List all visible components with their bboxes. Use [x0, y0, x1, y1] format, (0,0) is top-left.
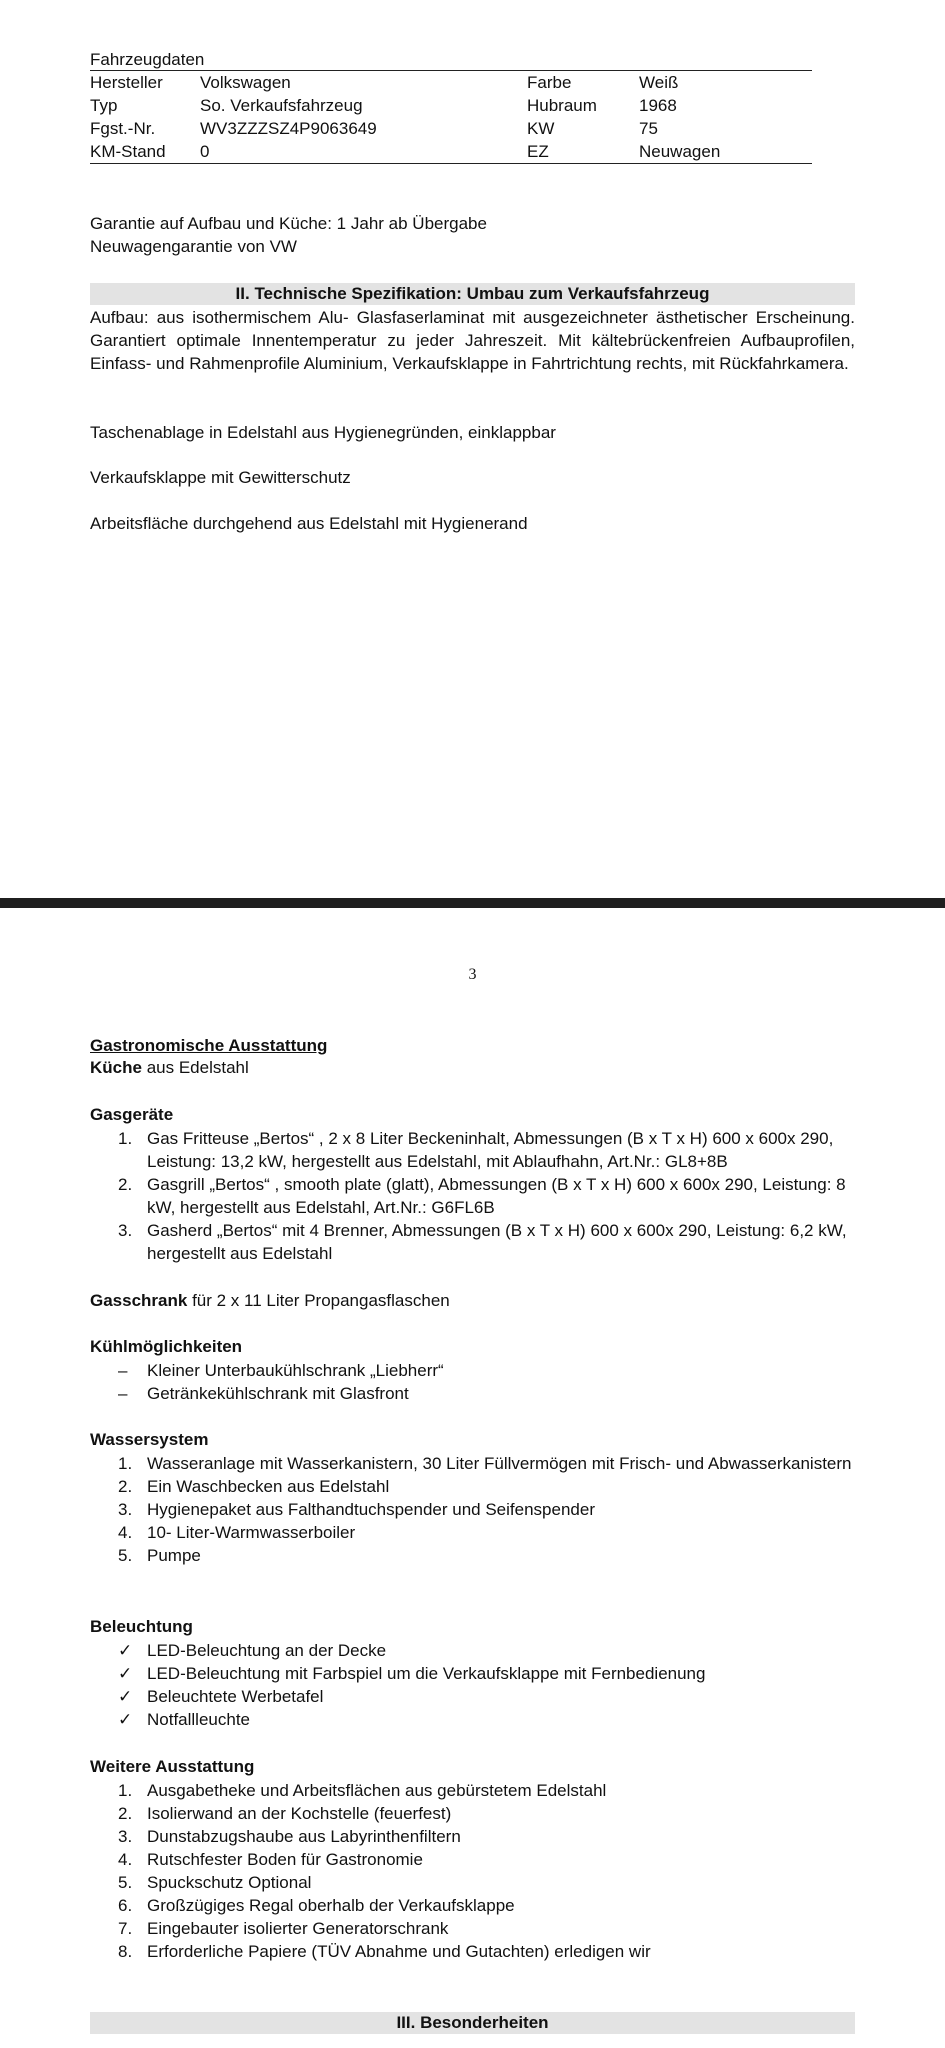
lighting-heading: Beleuchtung	[90, 1617, 193, 1636]
section-2-body: Aufbau: aus isothermischem Alu- Glasfaserlaminat mit ausgezeichneter ästhetischer Erscheinung. Garantiert optimale Innentemperatur zu jeder Jahreszeit. Mit kältebrückenfreien Aufbauprofilen, Einfass- und Rahmenprofile Aluminium, Verkaufsklappe in Fahrtrichtung rechts, mit Rückfahrkamera.	[90, 308, 855, 373]
more-equipment-heading: Weitere Ausstattung	[90, 1757, 255, 1776]
warranty-line-1: Garantie auf Aufbau und Küche: 1 Jahr ab Übergabe	[90, 214, 487, 233]
table-cell: So. Verkaufsfahrzeug	[200, 96, 363, 115]
table-cell: Neuwagen	[639, 140, 812, 164]
table-cell: Hersteller	[90, 71, 200, 95]
list-item: ✓ LED-Beleuchtung an der Decke	[118, 1641, 387, 1660]
table-cell: KW	[527, 119, 555, 138]
kitchen-label: Küche	[90, 1058, 142, 1077]
table-cell: Volkswagen	[200, 71, 527, 95]
section-2-heading: II. Technische Spezifikation: Umbau zum Verkaufsfahrzeug	[90, 283, 855, 305]
vehicle-data-title: Fahrzeugdaten	[90, 50, 205, 69]
table-cell: WV3ZZZSZ4P9063649	[200, 119, 377, 138]
lighting-list	[90, 1639, 855, 1731]
list-item: 5. Pumpe	[118, 1546, 201, 1565]
list-item: 2. Ein Waschbecken aus Edelstahl	[118, 1477, 390, 1496]
cooling-list	[90, 1359, 855, 1405]
list-item: – Kleiner Unterbaukühlschrank „Liebherr“	[118, 1361, 444, 1380]
checkmark-icon: ✓	[118, 1664, 133, 1683]
list-item: 3. Dunstabzugshaube aus Labyrinthenfiltern	[118, 1827, 461, 1846]
table-cell: Fgst.-Nr.	[90, 119, 156, 138]
table-cell: Farbe	[527, 71, 639, 95]
document-page-1	[0, 0, 945, 898]
gas-cabinet-label: Gasschrank	[90, 1291, 188, 1310]
paragraph-worktop: Arbeitsfläche durchgehend aus Edelstahl mit Hygienerand	[90, 514, 528, 533]
list-item: 7. Eingebauter isolierter Generatorschrank	[118, 1919, 449, 1938]
list-item: 6. Großzügiges Regal oberhalb der Verkaufsklappe	[118, 1896, 515, 1915]
gas-devices-list	[90, 1127, 855, 1265]
warranty-line-2: Neuwagengarantie von VW	[90, 237, 297, 256]
gas-cabinet-text: für 2 x 11 Liter Propangasflaschen	[187, 1291, 450, 1310]
table-cell: Typ	[90, 96, 118, 115]
table-cell: 1968	[639, 96, 677, 115]
list-item: 3. Hygienepaket aus Falthandtuchspender und Seifenspender	[118, 1500, 595, 1519]
vehicle-data-table	[90, 70, 812, 164]
list-item: ✓ LED-Beleuchtung mit Farbspiel um die Verkaufsklappe mit Fernbedienung	[118, 1664, 706, 1683]
dash-bullet-icon: –	[118, 1361, 128, 1380]
table-row	[90, 94, 812, 117]
water-system-heading: Wassersystem	[90, 1430, 209, 1449]
checkmark-icon: ✓	[118, 1710, 133, 1729]
table-cell: Hubraum	[527, 96, 597, 115]
table-cell: EZ	[527, 140, 639, 164]
page-divider	[0, 898, 945, 908]
kitchen-line	[90, 1057, 249, 1079]
checkmark-icon: ✓	[118, 1687, 133, 1706]
list-item: 4. 10- Liter-Warmwasserboiler	[118, 1523, 356, 1542]
gas-cabinet-line	[90, 1290, 450, 1312]
gastro-title: Gastronomische Ausstattung	[90, 1036, 328, 1055]
table-row	[90, 140, 812, 164]
dash-bullet-icon: –	[118, 1384, 128, 1403]
list-item: 1. Ausgabetheke und Arbeitsflächen aus gebürstetem Edelstahl	[118, 1781, 607, 1800]
list-item: 8. Erforderliche Papiere (TÜV Abnahme und Gutachten) erledigen wir	[118, 1942, 651, 1961]
kitchen-text: aus Edelstahl	[141, 1058, 249, 1077]
table-cell: 0	[200, 140, 527, 164]
paragraph-pocket-shelf: Taschenablage in Edelstahl aus Hygienegründen, einklappbar	[90, 423, 556, 442]
table-cell: KM-Stand	[90, 140, 200, 164]
list-item: ✓ Notfallleuchte	[118, 1710, 251, 1729]
list-item: 2. Isolierwand an der Kochstelle (feuerfest)	[118, 1804, 452, 1823]
page-number: 3	[468, 966, 477, 983]
water-system-list	[90, 1452, 855, 1567]
list-item: 2. Gasgrill „Bertos“ , smooth plate (glatt), Abmessungen (B x T x H) 600 x 600x 290, Leistung: 8 kW, hergestellt aus Edelstahl, Art.Nr.: G6FL6B	[118, 1175, 846, 1217]
more-equipment-list	[90, 1779, 855, 1963]
table-cell: Weiß	[639, 71, 812, 95]
list-item: – Getränkekühlschrank mit Glasfront	[118, 1384, 409, 1403]
list-item: 5. Spuckschutz Optional	[118, 1873, 312, 1892]
cooling-heading: Kühlmöglichkeiten	[90, 1337, 243, 1356]
list-item: ✓ Beleuchtete Werbetafel	[118, 1687, 324, 1706]
gas-devices-heading: Gasgeräte	[90, 1105, 174, 1124]
list-item: 1. Wasseranlage mit Wasserkanistern, 30 Liter Füllvermögen mit Frisch- und Abwasserkanistern	[118, 1454, 852, 1473]
table-row	[90, 117, 812, 140]
list-item: 3. Gasherd „Bertos“ mit 4 Brenner, Abmessungen (B x T x H) 600 x 600x 290, Leistung: 6,2 kW, hergestellt aus Edelstahl	[118, 1221, 847, 1263]
table-cell: 75	[639, 119, 658, 138]
paragraph-sales-flap: Verkaufsklappe mit Gewitterschutz	[90, 468, 351, 487]
list-item: 4. Rutschfester Boden für Gastronomie	[118, 1850, 423, 1869]
list-item: 1. Gas Fritteuse „Bertos“ , 2 x 8 Liter Beckeninhalt, Abmessungen (B x T x H) 600 x 600x 290, Leistung: 13,2 kW, hergestellt aus Edelstahl, mit Ablaufhahn, Art.Nr.: GL8+8B	[118, 1129, 834, 1171]
table-row	[90, 71, 812, 95]
section-3-heading: III. Besonderheiten	[90, 2012, 855, 2034]
checkmark-icon: ✓	[118, 1641, 133, 1660]
